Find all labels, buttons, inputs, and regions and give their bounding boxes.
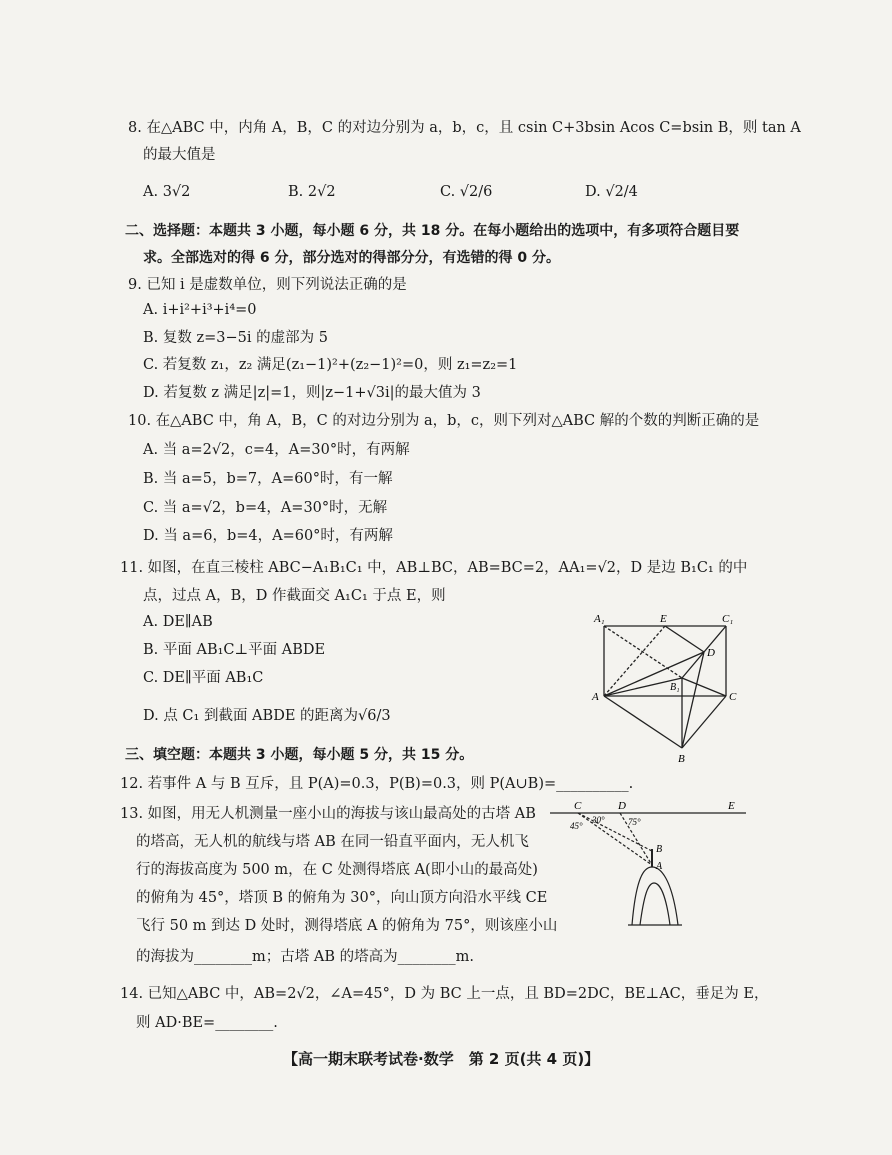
drone-mountain-figure bbox=[548, 797, 748, 932]
q8-option-a: A. 3√2 bbox=[143, 184, 191, 200]
q13-line3: 行的海拔高度为 500 m，在 C 处测得塔底 A(即小山的最高处) bbox=[136, 862, 538, 878]
label-e: E bbox=[728, 800, 735, 812]
q9-option-d: D. 若复数 z 满足|z|=1，则|z−1+√3i|的最大值为 3 bbox=[143, 385, 481, 401]
q8-option-d: D. √2/4 bbox=[585, 184, 638, 200]
label-a: A bbox=[592, 691, 599, 703]
q14-line2: 则 AD·BE=________. bbox=[136, 1015, 278, 1031]
section3-title: 三、填空题：本题共 3 小题，每小题 5 分，共 15 分。 bbox=[125, 747, 474, 763]
page-footer: 【高一期末联考试卷·数学 第 2 页(共 4 页)】 bbox=[283, 1050, 600, 1068]
q10-option-a: A. 当 a=2√2，c=4，A=30°时，有两解 bbox=[143, 442, 410, 458]
label-c: C bbox=[574, 800, 582, 812]
q9-option-a: A. i+i²+i³+i⁴=0 bbox=[143, 302, 257, 318]
q11-option-b: B. 平面 AB₁C⊥平面 ABDE bbox=[143, 642, 326, 658]
q9-option-c: C. 若复数 z₁，z₂ 满足(z₁−1)²+(z₂−1)²=0，则 z₁=z₂=1 bbox=[143, 357, 518, 373]
label-75: 75° bbox=[628, 817, 641, 827]
q9-stem: 9. 已知 i 是虚数单位，则下列说法正确的是 bbox=[128, 277, 407, 293]
q8-line1: 8. 在△ABC 中，内角 A，B，C 的对边分别为 a，b，c，且 csin C+3bsin Acos C=bsin B，则 tan A bbox=[128, 120, 801, 136]
q11-option-d: D. 点 C₁ 到截面 ABDE 的距离为√6/3 bbox=[143, 708, 391, 724]
q8-line2: 的最大值是 bbox=[143, 147, 216, 163]
q10-option-d: D. 当 a=6，b=4，A=60°时，有两解 bbox=[143, 528, 393, 544]
q11-line1: 11. 如图，在直三棱柱 ABC−A₁B₁C₁ 中，AB⊥BC，AB=BC=2，AA₁=√2，D 是边 B₁C₁ 的中 bbox=[120, 560, 748, 576]
label-c: C bbox=[729, 691, 737, 703]
section2-line1: 二、选择题：本题共 3 小题，每小题 6 分，共 18 分。在每小题给出的选项中，有多项符合题目要 bbox=[125, 223, 740, 239]
section2-line2: 求。全部选对的得 6 分，部分选对的得部分分，有选错的得 0 分。 bbox=[143, 250, 560, 266]
label-c1: C₁ bbox=[722, 613, 734, 625]
q13-line1: 13. 如图，用无人机测量一座小山的海拔与该山最高处的古塔 AB bbox=[120, 806, 536, 822]
label-a1: A₁ bbox=[594, 613, 605, 625]
q13-line5: 飞行 50 m 到达 D 处时，测得塔底 A 的俯角为 75°，则该座小山 bbox=[136, 918, 558, 934]
q9-option-b: B. 复数 z=3−5i 的虚部为 5 bbox=[143, 330, 328, 346]
q11-option-a: A. DE∥AB bbox=[143, 614, 213, 630]
q14-line1: 14. 已知△ABC 中，AB=2√2，∠A=45°，D 为 BC 上一点，且 BD=2DC，BE⊥AC，垂足为 E， bbox=[120, 986, 769, 1002]
q11-option-c: C. DE∥平面 AB₁C bbox=[143, 670, 264, 686]
label-45: 45° bbox=[570, 821, 583, 831]
q13-line6: 的海拔为________m；古塔 AB 的塔高为________m. bbox=[136, 949, 474, 965]
q8-option-c: C. √2/6 bbox=[440, 184, 493, 200]
q10-option-c: C. 当 a=√2，b=4，A=30°时，无解 bbox=[143, 500, 388, 516]
prism-figure bbox=[590, 608, 750, 768]
q13-line4: 的俯角为 45°，塔顶 B 的俯角为 30°，向山顶方向沿水平线 CE bbox=[136, 890, 548, 906]
q11-line2: 点，过点 A，B，D 作截面交 A₁C₁ 于点 E，则 bbox=[143, 588, 446, 604]
label-e: E bbox=[660, 613, 667, 625]
label-b1: B₁ bbox=[670, 682, 680, 693]
label-d: D bbox=[618, 800, 626, 812]
label-d: D bbox=[707, 647, 715, 659]
label-30: 30° bbox=[592, 815, 605, 825]
label-a: A bbox=[656, 861, 663, 872]
label-b: B bbox=[656, 844, 663, 855]
q8-option-b: B. 2√2 bbox=[288, 184, 336, 200]
q10-option-b: B. 当 a=5，b=7，A=60°时，有一解 bbox=[143, 471, 393, 487]
q12-text: 12. 若事件 A 与 B 互斥，且 P(A)=0.3，P(B)=0.3，则 P(A∪B)=__________. bbox=[120, 776, 634, 792]
q10-stem: 10. 在△ABC 中，角 A，B，C 的对边分别为 a，b，c，则下列对△ABC 解的个数的判断正确的是 bbox=[128, 413, 760, 429]
label-b: B bbox=[678, 753, 685, 765]
q13-line2: 的塔高，无人机的航线与塔 AB 在同一铅直平面内，无人机飞 bbox=[136, 834, 529, 850]
